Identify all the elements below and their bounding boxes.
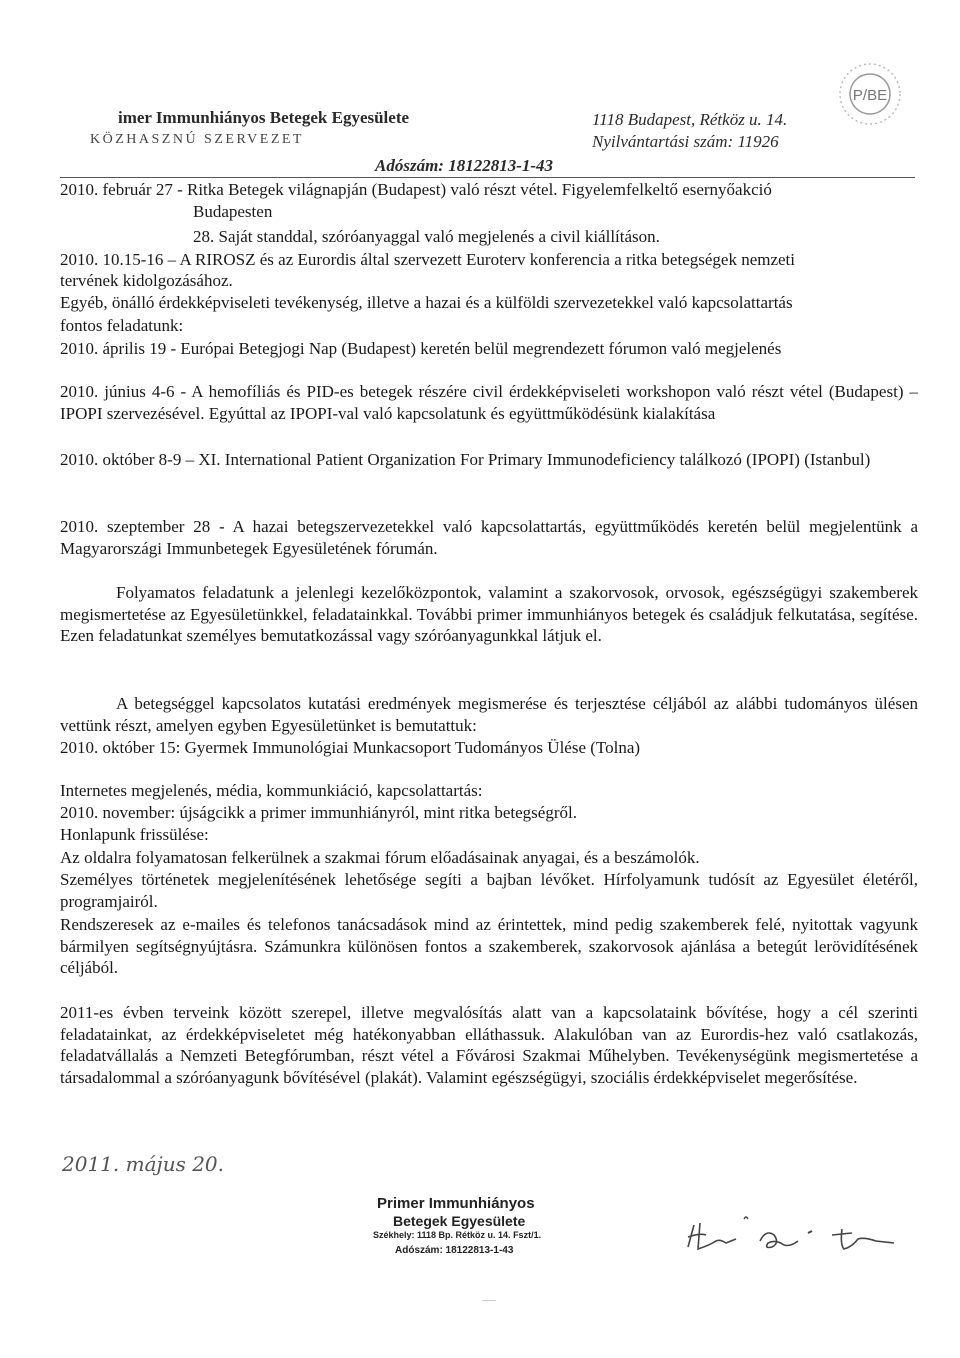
event-line: 2010. február 27 - Ritka Betegek világnapján (Budapest) való részt vétel. Figyelemfelkeltő esernyőakció xyxy=(60,180,772,199)
event-line: 28. Saját standdal, szóróanyaggal való megjelenés a civil kiállításon. xyxy=(193,227,660,246)
plans-2011-paragraph: 2011-es évben terveink között szerepel, illetve megvalósítás alatt van a kapcsolataink bővítése, hogy a cél szerinti feladatainkat, az érdekképviseletet még hatékonyabban elláthassuk. Alakulóban van az Eurordis-hez való csatlakozás, feladatvállalás a Nemzeti Betegfórumban, részt vétel a Fővárosi Szakmai Műhelyben. Tevékenységünk megismertetése a társadalommal a szóróanyagunk bővítésével (plakát). Valamint egészségügyi, szociális érdekképviselet megerősítése. xyxy=(60,1003,918,1087)
internet-line: Az oldalra folyamatosan felkerülnek a szakmai fórum előadásainak anyagai, és a beszámolók. xyxy=(60,848,700,867)
event-line: Egyéb, önálló érdekképviseleti tevékenység, illetve a hazai és a külföldi szervezetekkel való kapcsolattartás xyxy=(60,293,793,312)
header-divider xyxy=(60,177,915,178)
internet-line: 2010. november: újságcikk a primer immunhiányról, mint ritka betegségről. xyxy=(60,803,577,822)
stamp-line: Adószám: 18122813-1-43 xyxy=(395,1245,514,1256)
tax-id: Adószám: 18122813-1-43 xyxy=(375,156,554,175)
event-entry: 2010. szeptember 28 - A hazai betegszervezetekkel való kapcsolattartás, együttműködés keretén belül megjelentünk a Magyarországi Immunbetegek Egyesületének fórumán. xyxy=(60,517,918,558)
stories-paragraph: Személyes történetek megjelenítésének lehetősége segíti a bajban lévőket. Hírfolyamunk tudósít az Egyesület életéről, programjairól. xyxy=(60,870,918,911)
research-paragraph: A betegséggel kapcsolatos kutatási eredmények megismerése és terjesztése céljából az alábbi tudományos ülésen vettünk részt, amelyen egyben Egyesületünket is bemutattuk: xyxy=(60,694,918,735)
event-line: 2010. 10.15-16 – A RIROSZ és az Eurordis által szervezett Euroterv konferencia a ritka betegségek nemzeti xyxy=(60,250,796,269)
organization-name: imer Immunhiányos Betegek Egyesülete xyxy=(118,108,410,127)
handwritten-signature xyxy=(680,1205,900,1265)
tasks-paragraph: Folyamatos feladatunk a jelenlegi kezelőközpontok, valamint a szakorvosok, orvosok, egészségügyi szakemberek megismertetése az Egyesületünkkel, feladatainkkal. További primer immunhiányos betegek és családjuk felkutatása, segítése. Ezen feladatunkat személyes bemutatkozással vagy szóróanyagunkkal látjuk el. xyxy=(60,583,918,645)
event-entry: 2010. június 4-6 - A hemofíliás és PID-es betegek részére civil érdekképviseleti workshopon való részt vétel (Budapest) – IPOPI szervezésével. Egyúttal az IPOPI-val való kapcsolatunk és együttműködésünk kialakítása xyxy=(60,382,918,423)
research-event-line: 2010. október 15: Gyermek Immunológiai Munkacsoport Tudományos Ülése (Tolna) xyxy=(60,738,641,757)
email-paragraph: Rendszeresek az e-mailes és telefonos tanácsadások mind az érintettek, mind pedig szakemberek felé, nyitottak vagyunk bármilyen segítségnyújtásra. Számunkra különösen fontos a szakemberek, szakorvosok ajánlása a betegút lerövidítésének céljából. xyxy=(60,915,918,977)
registration-number: Nyilvántartási szám: 11926 xyxy=(592,132,779,151)
pencil-mark xyxy=(482,1300,496,1301)
event-entry: 2010. október 8-9 – XI. International Patient Organization For Primary Immunodeficiency találkozó (IPOPI) (Istanbul) xyxy=(60,450,871,469)
internet-heading: Internetes megjelenés, média, kommunkiáció, kapcsolattartás: xyxy=(60,781,483,800)
organization-subtitle: KÖZHASZNÚ SZERVEZET xyxy=(90,132,304,147)
stamp-line: Betegek Egyesülete xyxy=(393,1213,526,1229)
website-heading: Honlapunk frissülése: xyxy=(60,825,209,844)
event-line: 2010. április 19 - Európai Betegjogi Nap (Budapest) keretén belül megrendezett fórumon való megjelenés xyxy=(60,339,782,358)
event-line: Budapesten xyxy=(193,202,273,221)
event-line: tervének kidolgozásához. xyxy=(60,271,233,290)
organization-seal-logo xyxy=(836,60,904,128)
organization-address: 1118 Budapest, Rétköz u. 14. xyxy=(592,110,788,129)
event-line: fontos feladatunk: xyxy=(60,316,184,335)
handwritten-date: 2011. május 20. xyxy=(62,1152,225,1176)
stamp-line: Primer Immunhiányos xyxy=(377,1195,535,1212)
organization-stamp xyxy=(365,1195,565,1275)
svg-text:P/BE: P/BE xyxy=(852,87,888,104)
stamp-line: Székhely: 1118 Bp. Rétköz u. 14. Fszt/1. xyxy=(373,1230,542,1240)
